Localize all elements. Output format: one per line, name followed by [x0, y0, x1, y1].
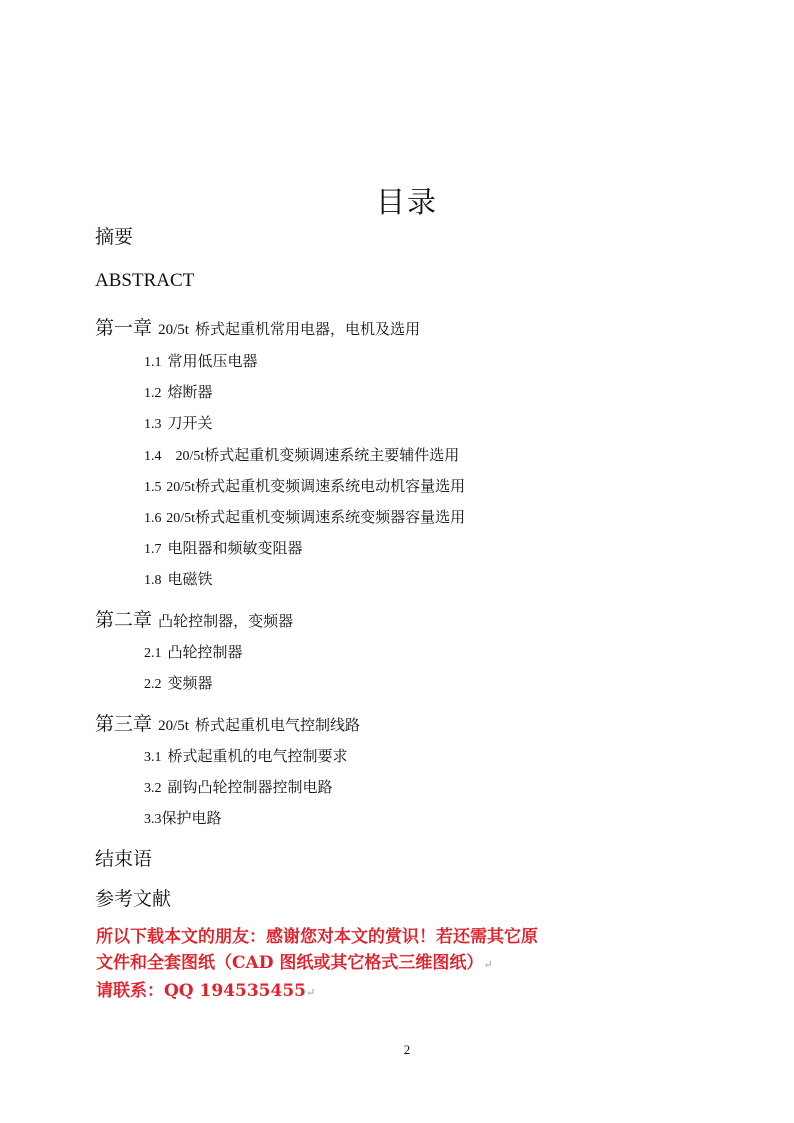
toc-item-abstract-cn[interactable]: 摘要	[95, 226, 134, 248]
return-mark-icon: ↵	[306, 986, 316, 999]
page-number: 2	[403, 1042, 411, 1057]
chapter-label: 第一章	[95, 317, 153, 339]
chapter-label: 第二章	[95, 609, 153, 631]
section-title-number: 20/5t	[175, 449, 205, 464]
chapter-label: 第三章	[95, 713, 153, 735]
section-title: 保护电路	[161, 809, 222, 827]
toc-item-conclusion[interactable]: 结束语	[95, 848, 153, 870]
toc-section-1-1[interactable]	[144, 350, 258, 371]
download-notice	[96, 924, 538, 1006]
section-number: 2.1	[144, 646, 162, 661]
toc-chapter-2[interactable]	[95, 605, 293, 632]
chapter-title: 桥式起重机电气控制线路	[194, 716, 360, 734]
section-title: 桥式起重机变频调速系统电动机容量选用	[195, 477, 466, 495]
toc-section-1-7[interactable]	[144, 537, 303, 558]
toc-section-1-6[interactable]	[144, 506, 465, 527]
toc-section-2-2[interactable]	[144, 672, 213, 693]
toc-section-1-4[interactable]	[144, 444, 459, 465]
return-mark-icon: ↵	[483, 958, 493, 971]
section-number: 1.5	[144, 480, 162, 495]
section-title: 桥式起重机的电气控制要求	[167, 747, 348, 765]
section-title: 凸轮控制器	[167, 643, 243, 661]
section-number: 1.7	[144, 542, 162, 557]
section-title: 熔断器	[167, 383, 213, 401]
section-title: 副钩凸轮控制器控制电路	[167, 778, 333, 796]
section-title-number: 20/5t	[166, 511, 196, 526]
section-title: 电磁铁	[167, 570, 213, 588]
toc-item-references[interactable]: 参考文献	[95, 888, 172, 910]
section-number: 1.2	[144, 386, 162, 401]
chapter-title: 桥式起重机常用电器，电机及选用	[194, 320, 420, 338]
toc-section-1-5[interactable]	[144, 475, 465, 496]
toc-chapter-1[interactable]	[95, 313, 420, 340]
page-title: 目录	[375, 185, 438, 219]
chapter-title-number: 20/5t	[158, 718, 189, 734]
toc-chapter-3[interactable]	[95, 709, 360, 736]
section-title: 桥式起重机变频调速系统主要辅件选用	[204, 446, 460, 464]
section-number: 1.6	[144, 511, 162, 526]
section-number: 3.2	[144, 781, 162, 796]
chapter-title: 凸轮控制器，变频器	[158, 612, 294, 630]
section-number: 1.3	[144, 417, 162, 432]
section-title: 刀开关	[167, 414, 213, 432]
notice-line-1: 所以下载本文的朋友：感谢您对本文的赏识！若还需其它原	[96, 927, 538, 947]
section-number: 1.4	[144, 449, 162, 464]
section-title: 桥式起重机变频调速系统变频器容量选用	[195, 508, 466, 526]
toc-section-3-2[interactable]	[144, 776, 333, 797]
section-number: 1.8	[144, 573, 162, 588]
notice-line-3: 请联系：QQ 194535455↵	[96, 981, 316, 1001]
section-number: 2.2	[144, 677, 162, 692]
toc-section-2-1[interactable]	[144, 641, 243, 662]
toc-item-abstract-en[interactable]: ABSTRACT	[95, 270, 195, 291]
notice-line-2: 文件和全套图纸（CAD 图纸或其它格式三维图纸）↵	[96, 953, 493, 973]
section-number: 1.1	[144, 355, 162, 370]
section-number: 3.3	[144, 812, 162, 827]
toc-section-1-3[interactable]	[144, 412, 213, 433]
toc-section-1-8[interactable]	[144, 568, 213, 589]
section-number: 3.1	[144, 750, 162, 765]
section-title: 变频器	[167, 674, 213, 692]
toc-section-3-3[interactable]	[144, 807, 222, 828]
toc-section-1-2[interactable]	[144, 381, 213, 402]
section-title-number: 20/5t	[166, 480, 196, 495]
section-title: 常用低压电器	[167, 352, 258, 370]
toc-section-3-1[interactable]	[144, 745, 348, 766]
chapter-title-number: 20/5t	[158, 322, 189, 338]
section-title: 电阻器和频敏变阻器	[167, 539, 303, 557]
